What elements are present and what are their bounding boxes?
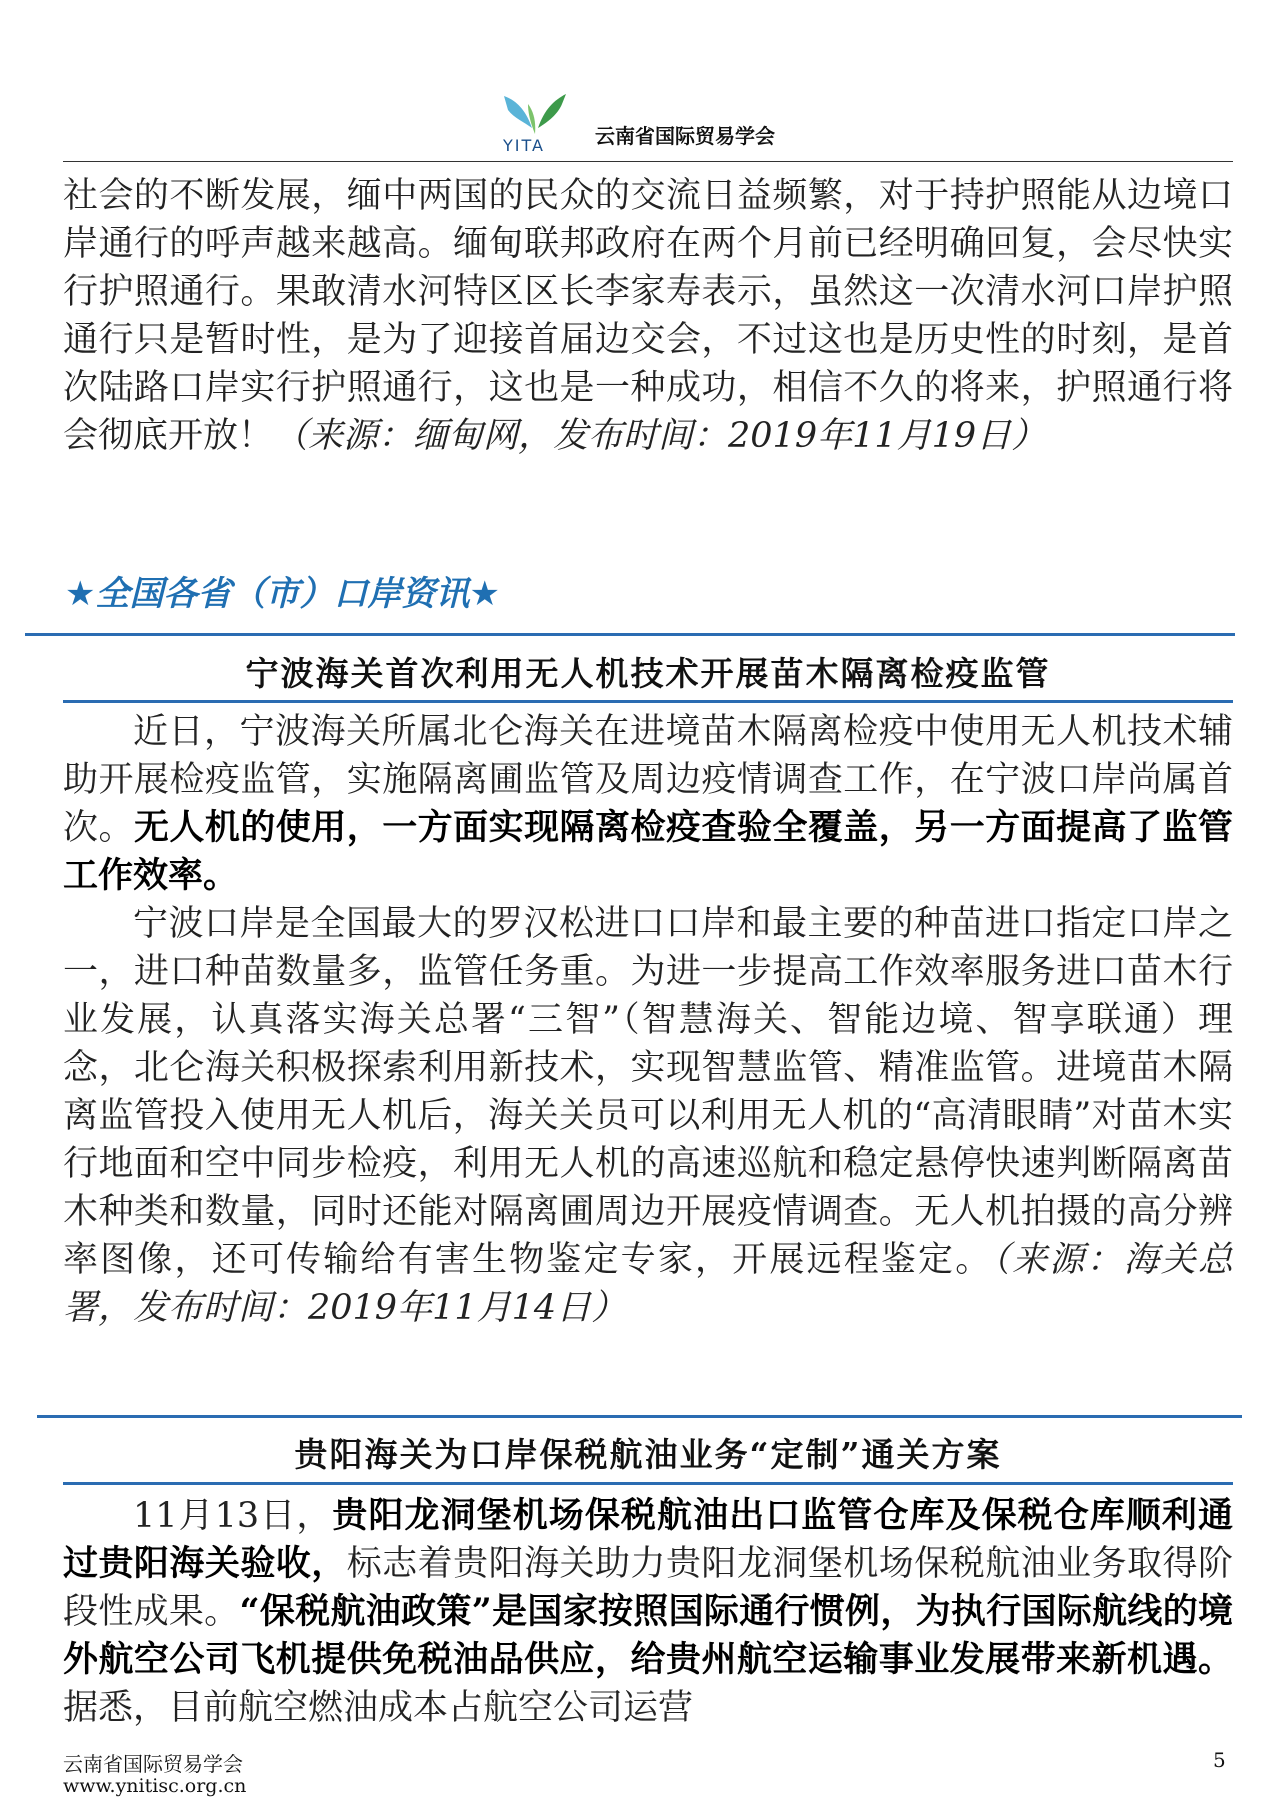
article1-paragraph-1 [63, 708, 1233, 900]
article2-p1-date: 11月13日， [133, 1496, 333, 1536]
intro-paragraph [63, 172, 1233, 460]
article2-p1-text-1: 标志着贵阳海关助力贵阳龙洞堡机场保税航油业务取得阶段性成果。 [63, 1544, 1233, 1632]
logo-text: YITA [503, 136, 545, 155]
article1-top-rule [25, 633, 1235, 636]
article1-bottom-rule [63, 700, 1233, 703]
article2-paragraph-1 [63, 1492, 1233, 1732]
section-title: ★全国各省（市）口岸资讯★ [65, 574, 500, 614]
footer-url[interactable]: www.ynitisc.org.cn [63, 1775, 247, 1797]
article2-p1-highlight-1: 贵阳龙洞堡机场保税航油出口监管仓库及保税仓库顺利通过贵阳海关验收， [63, 1495, 1233, 1584]
article1-p1-text: 近日，宁波海关所属北仑海关在进境苗木隔离检疫中使用无人机技术辅助开展检疫监管，实施隔离圃监管及周边疫情调查工作，在宁波口岸尚属首次。 [63, 712, 1233, 848]
footer-org: 云南省国际贸易学会 [63, 1752, 243, 1776]
header-org-name: 云南省国际贸易学会 [595, 124, 775, 148]
page-header [63, 92, 1233, 162]
article2-top-rule [37, 1415, 1242, 1418]
page-number: 5 [1213, 1748, 1226, 1772]
article2-p1-highlight-2: “保税航油政策”是国家按照国际通行惯例，为执行国际航线的境外航空公司飞机提供免税油品供应，给贵州航空运输事业发展带来新机遇。 [63, 1591, 1233, 1680]
article1-p2-text: 宁波口岸是全国最大的罗汉松进口口岸和最主要的种苗进口指定口岸之一，进口种苗数量多，监管任务重。为进一步提高工作效率服务进口苗木行业发展，认真落实海关总署“三智”（智慧海关、智能边境、智享联通）理念，北仑海关积极探索利用新技术，实现智慧监管、精准监管。进境苗木隔离监管投入使用无人机后，海关关员可以利用无人机的“高清眼睛”对苗木实行地面和空中同步检疫，利用无人机的高速巡航和稳定悬停快速判断隔离苗木种类和数量，同时还能对隔离圃周边开展疫情调查。无人机拍摄的高分辨率图像，还可传输给有害生物鉴定专家，开展远程鉴定。 [63, 904, 1233, 1280]
article2-bottom-rule [63, 1482, 1233, 1485]
article2-title: 贵阳海关为口岸保税航油业务“定制”通关方案 [294, 1435, 1002, 1474]
header-divider [63, 161, 1233, 162]
article1-source: （来源：海关总署，发布时间：2019年11月14日） [63, 1240, 1233, 1328]
article2-p1-text-2: 据悉，目前航空燃油成本占航空公司运营 [63, 1688, 694, 1728]
article1-p1-highlight: 无人机的使用，一方面实现隔离检疫查验全覆盖，另一方面提高了监管工作效率。 [63, 807, 1233, 896]
article1-paragraph-2 [63, 900, 1233, 1332]
intro-source: （来源：缅甸网，发布时间：2019年11月19日） [273, 416, 1047, 456]
intro-text: 社会的不断发展，缅中两国的民众的交流日益频繁，对于持护照能从边境口岸通行的呼声越来越高。缅甸联邦政府在两个月前已经明确回复，会尽快实行护照通行。果敢清水河特区区长李家寿表示，虽然这一次清水河口岸护照通行只是暂时性，是为了迎接首届边交会，不过这也是历史性的时刻，是首次陆路口岸实行护照通行，这也是一种成功，相信不久的将来，护照通行将会彻底开放！ [63, 176, 1233, 456]
article1-title: 宁波海关首次利用无人机技术开展苗木隔离检疫监管 [245, 654, 1051, 693]
